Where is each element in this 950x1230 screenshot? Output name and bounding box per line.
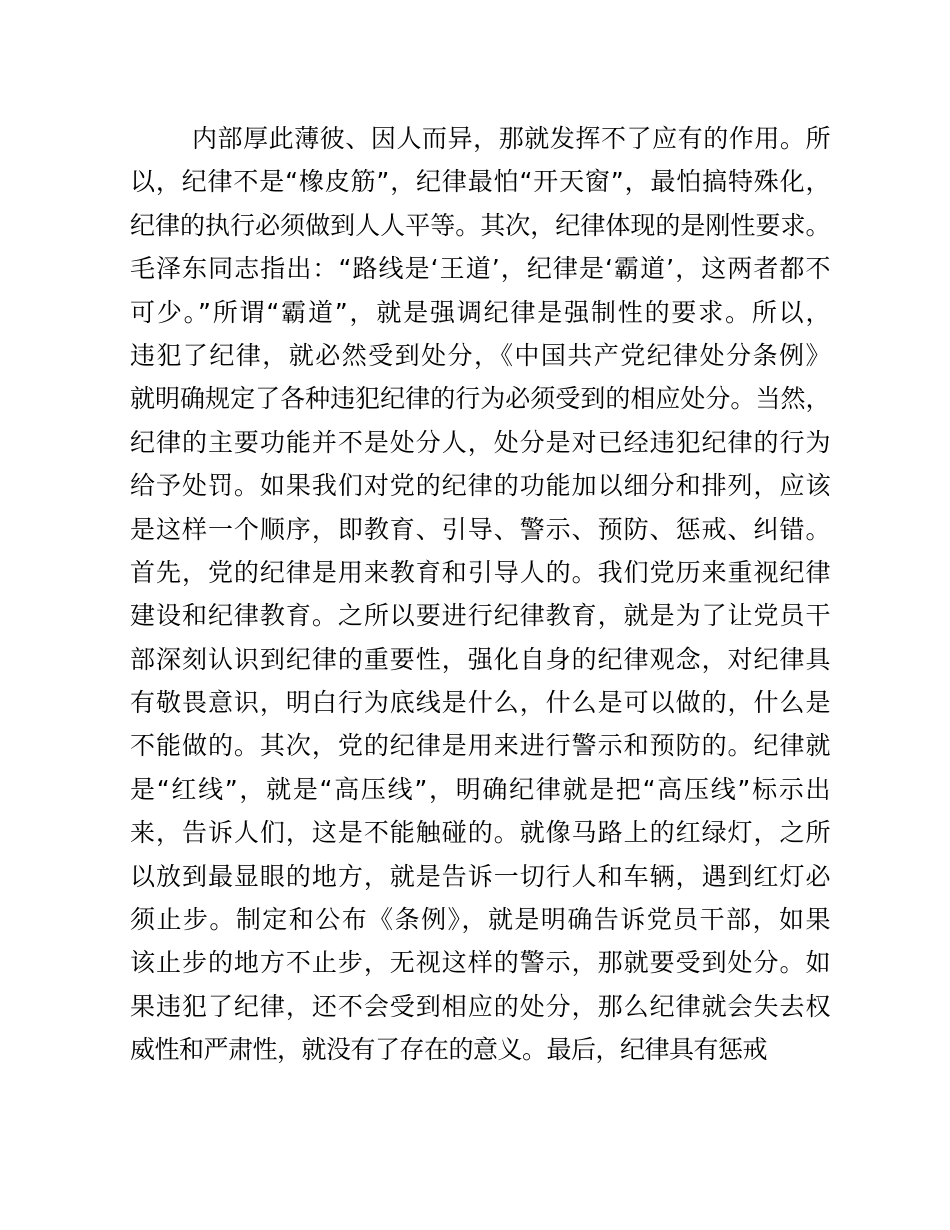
document-line: 有敬畏意识，明白行为底线是什么，什么是可以做的，什么是 [130, 688, 830, 718]
document-line: 威性和严肃性，就没有了存在的意义。最后，纪律具有惩戒 [130, 1035, 768, 1065]
document-line: 首先，党的纪律是用来教育和引导人的。我们党历来重视纪律 [130, 557, 830, 587]
document-line: 须止步。制定和公布《条例》，就是明确告诉党员干部，如果 [130, 905, 830, 935]
document-line: 违犯了纪律，就必然受到处分，《中国共产党纪律处分条例》 [130, 340, 830, 370]
document-line: 是“红线”，就是“高压线”，明确纪律就是把“高压线”标示出 [130, 774, 830, 804]
document-line: 是这样一个顺序，即教育、引导、警示、预防、惩戒、纠错。 [130, 514, 830, 544]
document-line: 以，纪律不是“橡皮筋”，纪律最怕“开天窗”，最怕搞特殊化， [130, 167, 830, 197]
document-line: 以放到最显眼的地方，就是告诉一切行人和车辆，遇到红灯必 [130, 861, 830, 891]
document-line: 来，告诉人们，这是不能触碰的。就像马路上的红绿灯，之所 [130, 818, 830, 848]
document-line: 内部厚此薄彼、因人而异，那就发挥不了应有的作用。所 [192, 124, 830, 153]
document-line: 给予处罚。如果我们对党的纪律的功能加以细分和排列，应该 [130, 471, 830, 501]
document-line: 该止步的地方不止步，无视这样的警示，那就要受到处分。如 [130, 948, 830, 978]
document-line: 就明确规定了各种违犯纪律的行为必须受到的相应处分。当然， [130, 384, 830, 414]
document-page-text-block [130, 117, 830, 1072]
document-line: 可少。”所谓“霸道”，就是强调纪律是强制性的要求。所以， [130, 297, 830, 327]
document-line: 不能做的。其次，党的纪律是用来进行警示和预防的。纪律就 [130, 731, 830, 761]
document-line: 毛泽东同志指出：“路线是‘王道’，纪律是‘霸道’，这两者都不 [130, 254, 830, 284]
document-line: 部深刻认识到纪律的重要性，强化自身的纪律观念，对纪律具 [130, 644, 830, 674]
document-line: 建设和纪律教育。之所以要进行纪律教育，就是为了让党员干 [130, 601, 830, 631]
document-line: 果违犯了纪律，还不会受到相应的处分，那么纪律就会失去权 [130, 991, 830, 1021]
document-line: 纪律的执行必须做到人人平等。其次，纪律体现的是刚性要求。 [130, 210, 830, 240]
document-line: 纪律的主要功能并不是处分人，处分是对已经违犯纪律的行为 [130, 427, 830, 457]
